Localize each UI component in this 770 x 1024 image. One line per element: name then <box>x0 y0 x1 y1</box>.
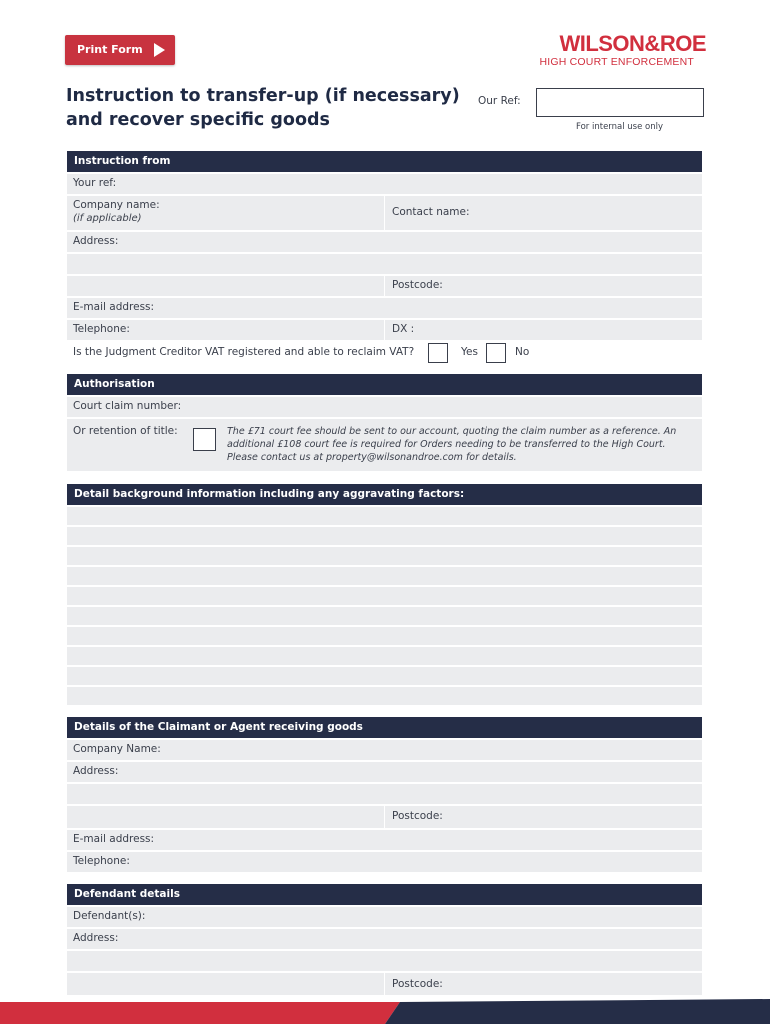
defendant-postcode-row <box>67 973 702 995</box>
logo-wordmark: WILSON&ROE <box>559 31 706 56</box>
address-label: Address: <box>73 235 119 247</box>
claimant-email-field[interactable] <box>67 830 702 850</box>
claimant-address-line-2[interactable] <box>67 784 702 804</box>
section-claimant <box>67 717 702 738</box>
logo-tagline: HIGH COURT ENFORCEMENT <box>539 56 694 68</box>
footer-navy-band <box>385 999 770 1024</box>
postcode-label: Postcode: <box>392 279 443 291</box>
background-line[interactable] <box>67 607 702 625</box>
print-form-label: Print Form <box>77 43 143 56</box>
telephone-label: Telephone: <box>73 323 130 335</box>
section-instruction-from <box>67 151 702 172</box>
vat-yes-label: Yes <box>461 346 478 358</box>
vat-no-label: No <box>515 346 530 358</box>
your-ref-field[interactable] <box>67 174 702 194</box>
background-line[interactable] <box>67 667 702 685</box>
retention-label: Or retention of title: <box>73 425 178 437</box>
footer-stripe <box>0 999 770 1024</box>
address-line-2[interactable] <box>67 254 702 274</box>
section-defendant <box>67 884 702 905</box>
contact-name-label: Contact name: <box>392 206 470 218</box>
page-title: Instruction to transfer-up (if necessary) and recover specific goods <box>66 86 460 130</box>
background-line[interactable] <box>67 507 702 525</box>
company-logo <box>536 31 706 71</box>
dx-label: DX : <box>392 323 415 335</box>
court-claim-label: Court claim number: <box>73 400 182 412</box>
section-heading: Details of the Claimant or Agent receiving goods <box>74 721 363 733</box>
play-arrow-icon <box>154 43 165 57</box>
section-heading: Instruction from <box>74 155 171 167</box>
background-line[interactable] <box>67 547 702 565</box>
claimant-telephone-label: Telephone: <box>73 855 130 867</box>
email-field[interactable] <box>67 298 702 318</box>
claimant-company-label: Company Name: <box>73 743 161 755</box>
if-applicable-note: (if applicable) <box>73 213 142 224</box>
defendants-field[interactable] <box>67 907 702 927</box>
retention-checkbox[interactable] <box>193 428 216 451</box>
address-field[interactable] <box>67 232 702 252</box>
vat-question: Is the Judgment Creditor VAT registered and able to reclaim VAT? <box>73 346 415 358</box>
background-line[interactable] <box>67 567 702 585</box>
address-postcode-row <box>67 276 702 296</box>
court-claim-field[interactable] <box>67 397 702 417</box>
footer-red-band <box>0 1002 400 1024</box>
claimant-address-field[interactable] <box>67 762 702 782</box>
vat-no-checkbox[interactable] <box>486 343 506 363</box>
background-line[interactable] <box>67 527 702 545</box>
court-fee-note: The £71 court fee should be sent to our account, quoting the claim number as a reference. An additional £108 court fee is required for Orders needing to be transferred to the High Court. Please contact us at property@wilsonandroe.com for details. <box>227 426 677 463</box>
internal-use-note: For internal use only <box>576 122 664 132</box>
your-ref-label: Your ref: <box>73 177 117 189</box>
section-heading: Detail background information including any aggravating factors: <box>74 488 465 500</box>
company-name-label: Company name: <box>73 199 160 211</box>
claimant-address-label: Address: <box>73 765 119 777</box>
vat-question-row <box>67 342 702 364</box>
email-label: E-mail address: <box>73 301 155 313</box>
vat-yes-checkbox[interactable] <box>428 343 448 363</box>
telephone-dx-row <box>67 320 702 340</box>
our-ref-label: Our Ref: <box>478 95 521 107</box>
our-ref-input[interactable] <box>536 88 704 117</box>
company-contact-row <box>67 196 702 230</box>
defendants-label: Defendant(s): <box>73 910 146 922</box>
defendant-address-label: Address: <box>73 932 119 944</box>
column-divider <box>384 973 385 995</box>
claimant-telephone-field[interactable] <box>67 852 702 872</box>
defendant-address-line-2[interactable] <box>67 951 702 971</box>
claimant-postcode-label: Postcode: <box>392 810 443 822</box>
column-divider <box>384 276 385 296</box>
background-line[interactable] <box>67 687 702 705</box>
background-line[interactable] <box>67 647 702 665</box>
column-divider <box>384 320 385 340</box>
column-divider <box>384 806 385 828</box>
background-line[interactable] <box>67 587 702 605</box>
background-line[interactable] <box>67 627 702 645</box>
defendant-address-field[interactable] <box>67 929 702 949</box>
defendant-postcode-label: Postcode: <box>392 978 443 990</box>
claimant-company-field[interactable] <box>67 740 702 760</box>
section-heading: Defendant details <box>74 888 180 900</box>
column-divider <box>384 196 385 230</box>
claimant-email-label: E-mail address: <box>73 833 155 845</box>
section-background <box>67 484 702 505</box>
section-authorisation <box>67 374 702 395</box>
section-heading: Authorisation <box>74 378 155 390</box>
claimant-postcode-row <box>67 806 702 828</box>
print-form-button[interactable] <box>65 35 175 65</box>
